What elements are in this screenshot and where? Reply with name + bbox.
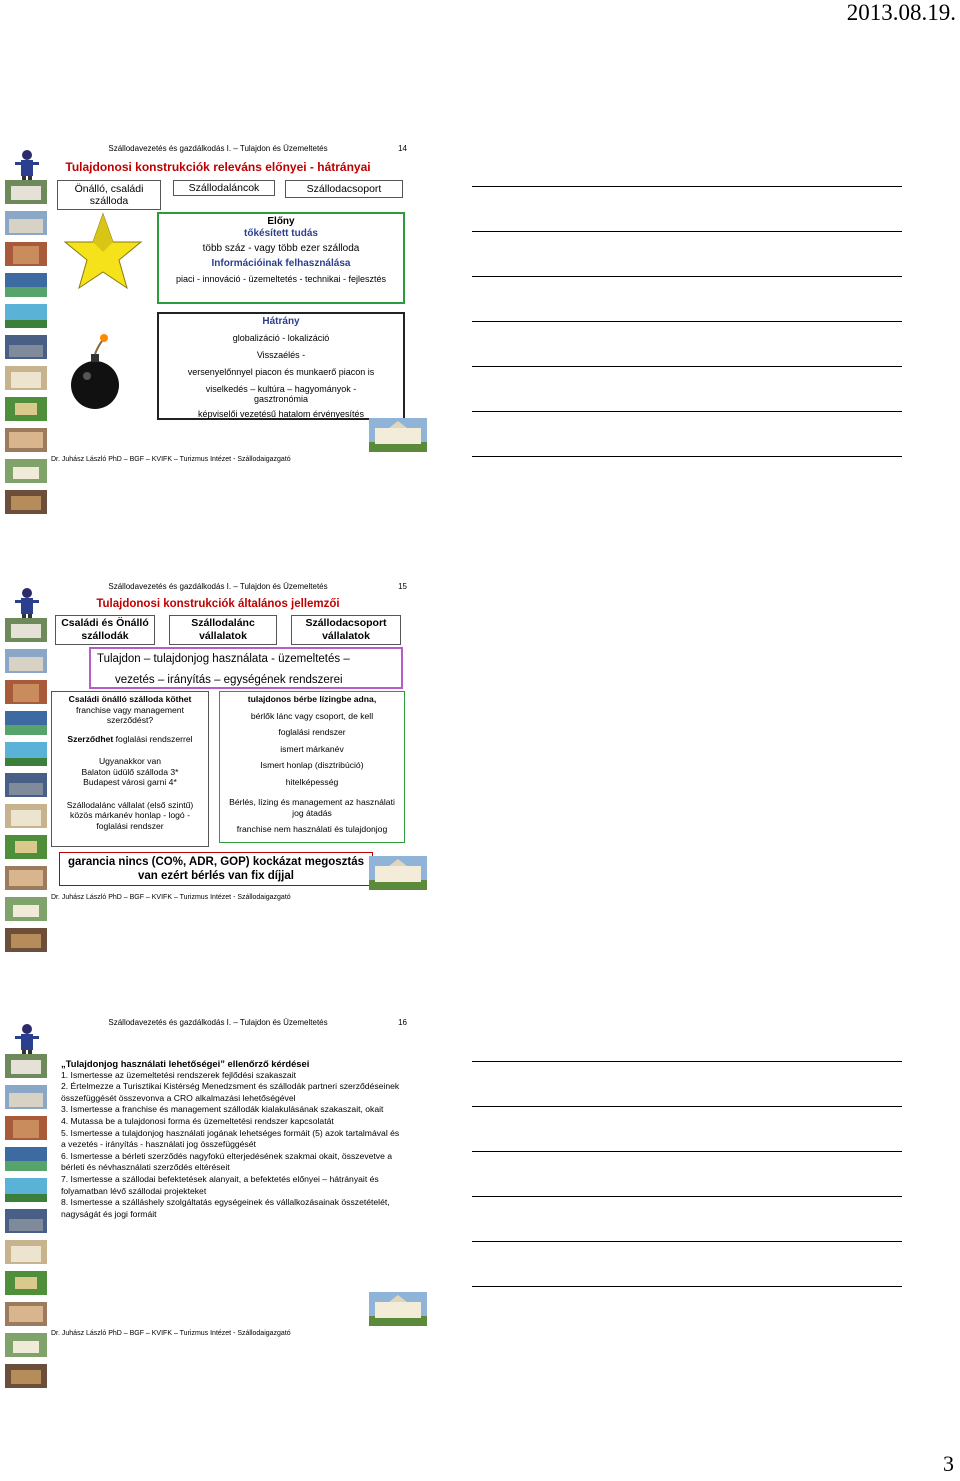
column-header-chain [169,615,277,645]
disadvantages-line: globalizáció - lokalizáció [232,333,330,343]
hotel-photo-icon [5,1364,47,1388]
left-line: franchise vagy management szerződést? [76,704,184,725]
left-line: Szállodalánc vállalat (első szintű) közös márkanév honlap - logó - foglalási rendszer [66,799,194,831]
review-item: 5. Ismertesse a tulajdonjog használati jogának lehetséges formáit (5) azok tartalmával és a vezetés - irányítás - használati jog összefüggését [61,1127,400,1150]
ownership-banner [89,647,403,689]
hotel-photo-icon [5,1085,47,1109]
hotel-photo-icon [5,1054,47,1078]
review-item: 2. Értelmezze a Turisztikai Kistérség Menedzsment és szállodák partneri szerződéseinek összefüggését összevonva a CRO alkalmazási lehetőségével [61,1081,400,1103]
photo-strip [5,180,47,521]
box-label: Szállodaláncok [188,182,260,194]
note-line [472,276,902,277]
hotel-photo-icon [5,242,47,266]
note-line [472,321,902,322]
advantages-line: piaci - innováció - üzemeltetés - technikai - fejlesztés [175,274,387,284]
hotel-photo-icon [5,428,47,452]
hotel-photo-icon [5,649,47,673]
hotel-photo-icon [5,897,47,921]
slide-header: Szállodavezetés és gazdálkodás I. – Tulajdon és Üzemeltetés [108,582,328,591]
review-item: 6. Ismertesse a bérleti szerződés nagyfokú elterjedésének szakmai okait, összevetve a bérleti és névhasználati szerződés eltéréseit [61,1150,393,1173]
column-header-family [55,615,155,645]
garden-photo-icon [5,397,47,421]
slide-footer: Dr. Juhász László PhD – BGF – KVIFK – Turizmus Intézet - Szállodaigazgató [51,1330,291,1337]
left-contract-line [56,734,204,745]
box-independent-hotel [57,180,161,210]
note-line [472,411,902,412]
note-line [472,1241,902,1242]
slide-number: 14 [398,144,407,153]
column-header-group [291,615,401,645]
box-hotel-chains [173,180,275,196]
city-photo-icon [5,335,47,359]
date-stamp: 2013.08.19. [846,0,956,25]
guarantee-line: van ezért bérlés van fix díjjal [138,870,294,882]
hotel-photo-icon [5,928,47,952]
palace-building-icon [369,856,427,890]
advantages-line: Információinak felhasználása [211,258,351,269]
hotel-photo-icon [5,711,47,735]
slide-15 [5,578,431,904]
box-label: Szállodacsoport [306,183,382,195]
photo-strip [5,618,47,959]
page-number: 3 [943,1451,954,1476]
note-line [472,1151,902,1152]
column-header-label: Szállodalánc vállalatok [191,617,255,642]
left-line: Ugyanakkor van [98,756,162,766]
slide-title: Tulajdonosi konstrukciók releváns előnyei - hátrányai [65,160,371,174]
hotel-photo-icon [5,180,47,204]
right-line: ismert márkanév [280,743,344,754]
review-questions [61,1058,406,1220]
right-info-box [219,691,405,843]
hotel-photo-icon [5,866,47,890]
review-item: 4. Mutassa be a tulajdonosi forma és üzemeltetési rendszer kapcsolatát [61,1115,334,1126]
hotel-photo-icon [5,459,47,483]
hotel-photo-icon [5,804,47,828]
right-line: Bérlés, lízing és management az használati jog átadás [229,797,395,818]
disadvantages-box [157,312,405,420]
disadvantages-line: képviselői vezetésű hatalom érvényesítés [197,409,365,419]
slide-16 [5,1014,431,1340]
garden-photo-icon [5,835,47,859]
right-line: franchise nem használati és tulajdonjog [236,824,388,834]
slide-title: Tulajdonosi konstrukciók általános jellemzői [96,598,340,610]
note-line [472,1196,902,1197]
hotel-photo-icon [5,1240,47,1264]
right-bold-line: tulajdonos bérbe lízingbe adna, [247,694,377,704]
slide-footer: Dr. Juhász László PhD – BGF – KVIFK – Turizmus Intézet - Szállodaigazgató [51,456,291,463]
advantages-line: tőkésített tudás [244,228,318,239]
review-item: 1. Ismertesse az üzemeltetési rendszerek fejlődési szakaszait [61,1069,296,1080]
hotel-photo-icon [5,1147,47,1171]
column-header-label: Szállodacsoport vállalatok [305,617,387,642]
hotel-photo-icon [5,1333,47,1357]
review-item: 3. Ismertesse a franchise és management szállodák kialakulásának szakaszait, okait [61,1104,384,1115]
disadvantages-title: Hátrány [262,316,300,327]
pool-photo-icon [5,742,47,766]
left-line: Balaton üdülő szálloda 3* [81,766,179,777]
note-line [472,186,902,187]
left-line: foglalási rendszerrel [113,733,193,744]
advantages-box [157,212,405,304]
slide-number: 16 [398,1018,407,1027]
right-line: Ismert honlap (disztribúció) [260,760,364,770]
hotel-photo-icon [5,1302,47,1326]
bomb-icon [65,330,125,414]
notes-lines [472,186,902,501]
hotel-photo-icon [5,366,47,390]
hotel-photo-icon [5,1116,47,1140]
review-item: 8. Ismertesse a szálláshely szolgáltatás egységeinek és vállalkozásainak összetételét, nagyságát és jogi formáit [61,1197,390,1219]
right-line: hitelképesség [285,776,339,787]
advantages-title: Előny [267,216,295,227]
left-line: Budapest városi garni 4* [83,777,177,787]
box-label: Önálló, családi szálloda [74,183,144,207]
city-photo-icon [5,773,47,797]
right-line: foglalási rendszer [278,727,346,737]
guarantee-line: garancia nincs (CO%, ADR, GOP) kockázat megosztás [67,856,365,868]
column-header-label: Családi és Önálló szállodák [61,617,149,642]
photo-strip [5,1054,47,1395]
slide-header: Szállodavezetés és gazdálkodás I. – Tulajdon és Üzemeltetés [108,144,328,153]
advantages-line: több száz - vagy több ezer szálloda [202,243,360,254]
pool-photo-icon [5,1178,47,1202]
right-line: bérlők lánc vagy csoport, de kell [250,710,374,721]
left-bold-word: Szerződhet [67,733,114,744]
note-line [472,1061,902,1062]
palace-building-icon [369,1292,427,1326]
garden-photo-icon [5,1271,47,1295]
note-line [472,456,902,457]
hotel-photo-icon [5,211,47,235]
note-line [472,366,902,367]
note-line [472,231,902,232]
banner-line: Tulajdon – tulajdonjog használata - üzemeltetés – [97,653,350,665]
notes-lines [472,1061,902,1331]
box-hotel-group [285,180,403,198]
disadvantages-line: Visszaélés - [256,350,306,360]
palace-building-icon [369,418,427,452]
review-heading: „Tulajdonjog használati lehetőségei” ellenőrző kérdései [61,1058,310,1069]
slide-14 [5,140,431,466]
city-photo-icon [5,1209,47,1233]
hotel-photo-icon [5,618,47,642]
hotel-photo-icon [5,273,47,297]
left-info-box [51,691,209,847]
guarantee-box [59,852,373,886]
note-line [472,1286,902,1287]
banner-line: vezetés – irányítás – egységének rendszerei [115,674,343,686]
slide-footer: Dr. Juhász László PhD – BGF – KVIFK – Turizmus Intézet - Szállodaigazgató [51,894,291,901]
hotel-photo-icon [5,490,47,514]
slide-number: 15 [398,582,407,591]
hotel-photo-icon [5,680,47,704]
note-line [472,1106,902,1107]
slide-header: Szállodavezetés és gazdálkodás I. – Tulajdon és Üzemeltetés [108,1018,328,1027]
disadvantages-line: versenyelőnnyel piacon és munkaerő piacon is [187,367,375,377]
star-icon [63,212,143,292]
disadvantages-line: viselkedés – kultúra – hagyományok - gasztronómia [205,384,357,404]
left-bold-line: Családi önálló szálloda köthet [68,694,192,704]
review-item: 7. Ismertesse a szállodai befektetések alanyait, a befektetés előnyei – hátrányait és folyamatban lévő szállodai projekteket [61,1173,379,1196]
pool-photo-icon [5,304,47,328]
